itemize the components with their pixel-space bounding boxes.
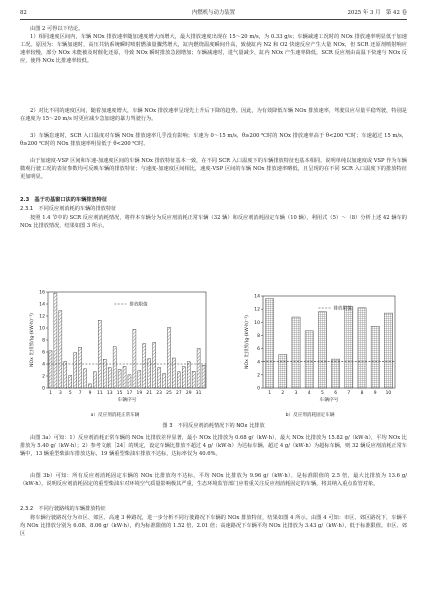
x-tick-label: 3 [294,391,298,396]
figure-caption: 图 3 不同反应剂消耗情况下的 NOx 比排放 [162,423,265,429]
figure-3 [20,284,407,414]
x-axis-label: 车辆序号 [117,398,137,403]
y-tick-label: 4 [257,360,260,366]
x-axis-label: 车辆序号 [319,398,339,403]
y-axis-label: NOx 比排放/(g·(kW·h)⁻¹) [245,315,250,369]
x-tick-label: 6 [334,391,337,396]
y-axis-label: NOx 比排放/(g·(kW·h)⁻¹) [30,313,35,367]
page-number: 82 [20,10,27,16]
section-heading-2-3-1: 2.3.1 不同反应剂消耗的车辆的排放特征 [20,206,117,212]
y-tick-label: 14 [39,302,45,308]
x-tick-label: 3 [58,391,62,396]
x-tick-label: 15 [116,391,123,396]
bar [49,351,52,388]
bar [187,362,190,388]
paragraph-conclusion-3: 3）车辆怠速时，SCR 入口温度对车辆 NOx 排放速率几乎没有影响；车速为 0～15 m/s，θ≥200 ℃时的 NOx 排放速率高于 θ<200 ℃时；车速超过 15 m/s，θ≥200 ℃时的 NOx 排放速率明显低于 θ<200 ℃时。 [20,133,407,148]
x-tick-label: 19 [136,391,143,396]
bar [305,331,313,388]
bar [172,358,175,388]
panel-b-caption: b）反应剂消耗固定车辆 [285,413,335,418]
legend-label: 排放限值 [129,302,148,308]
y-tick-label: 8 [42,338,45,344]
x-tick-label: 7 [347,391,351,396]
x-tick-label: 7 [78,391,82,396]
paragraph-intro: 由图 2 可得以下结论。 [30,26,84,32]
header-rule [20,19,407,20]
bar [358,308,366,388]
bar [64,362,67,388]
bar [123,366,126,388]
bar [138,371,141,388]
bar [93,372,96,388]
section-heading-2-3-2: 2.3.2 不同行驶路线的车辆排放特征 [20,506,106,512]
y-tick-label: 0 [257,386,260,392]
bar [98,320,101,388]
bar [163,374,166,388]
bar [345,307,353,388]
figure-3-chart [20,284,407,414]
bar [384,313,392,388]
section-heading-2-3: 2.3 基于功基窗口法的车辆排放特征 [20,197,108,203]
panel-a-caption: a）反应剂消耗正常车辆 [90,413,140,418]
bar [177,372,180,388]
bar [202,365,205,388]
x-tick-label: 1 [268,391,271,396]
bar [118,369,121,388]
chart-panel-a [28,290,206,403]
y-tick-label: 10 [39,326,45,332]
bar [197,348,200,388]
paragraph-result-b: 由图 3b）可知：所有反应剂消耗固定车辆的 NOx 比排放均不达标，平均 NOx 比排放为 9.96 g/（kW·h），是标准限值的 2.5 倍，最大比排放为 13.6 g/（kW·h）。说明反应剂消耗固定的重型柴油车对环境空气质量影响极其严重，生态环境监管部门应着重关注反应剂消耗固定的车辆，将其纳入重点监管对象。 [20,473,407,488]
x-tick-label: 5 [321,391,324,396]
bar [292,317,300,388]
x-tick-label: 31 [195,391,202,396]
paragraph-conclusion-1: 1）相同速度区间内，车辆 NOx 排放速率随加速度增大而增大，最大排放速度出现在 15～20 m/s，为 0.33 g/s；车辆减速工况时的 NOx 排放速率明显低于加速工况。原因为：车辆加速时，高压共轨系统瞬时喷射燃油量骤然增大，缸内燃烧温度瞬间升高，致使缸内 N2 和 O2 快速反应产生大量 NOx，但 SCR 还原剂喷射响应速率较慢，部分 NOx 未能被及时催化还原，导致 NOx 瞬时排放急剧增加；车辆减速时，进气量减少，缸内 NOx 产生速率降低，SCR 反应剂由高温下快速与 NOx 反应，使得 NOx 比排速率较低。 [20,34,407,65]
bar [128,375,131,388]
y-tick-label: 0 [42,386,45,392]
bar [103,359,106,388]
y-tick-label: 14 [254,294,260,300]
y-tick-label: 2 [257,373,260,379]
bar [279,354,287,388]
bar [133,329,136,388]
bar [318,312,326,388]
bar [158,368,161,388]
bar [182,366,185,388]
y-tick-label: 6 [257,347,260,353]
bar [69,375,72,388]
x-tick-label: 25 [166,391,172,396]
x-tick-label: 1 [49,391,52,396]
bar [167,327,170,388]
x-tick-label: 9 [373,391,377,396]
x-tick-label: 27 [176,391,182,396]
bar [192,371,195,388]
bar [113,347,116,388]
page-header [20,8,407,18]
paragraph-route: 将车辆行驶路况分为市区、郊区、高速 3 种路况，进一步分析不同行驶路况下车辆的 NOx 排放特征，结果如图 4 所示。由图 4 可知：市区、郊区路况下，车辆平均 NOx 比排放分别为 6.08、8.06 g/（kW·h），约为标准限值的 1.52 倍、2.01 倍；高速路况下车辆平均 NOx 比排放为 3.43 g/（kW·h），低于标准限值。市区、郊区 [20,515,407,538]
x-tick-label: 13 [106,391,113,396]
bar [153,342,156,388]
y-tick-label: 10 [254,320,260,326]
y-tick-label: 4 [42,362,45,368]
x-tick-label: 4 [307,391,311,396]
y-tick-label: 6 [42,350,45,356]
issue-info: 2025 年 3 月 第 42 卷 [347,10,407,16]
x-tick-label: 5 [68,391,72,396]
paragraph-method: 按照 1.4 节中的 SCR 反应剂消耗情况，将样本车辆分为反应剂消耗正常车辆（32 辆）和反应剂消耗固定车辆（10 辆），利用式（5）～（8）分析上述 42 辆车的 NOx 比排放情况，结果如图 3 所示。 [20,215,407,230]
y-tick-label: 12 [254,307,260,313]
bar [74,353,77,388]
x-tick-label: 9 [88,391,92,396]
x-tick-label: 17 [126,391,133,396]
y-tick-label: 2 [42,374,45,380]
x-tick-label: 2 [281,391,285,396]
bar [79,347,82,388]
legend-label: 排放限值 [333,306,352,312]
x-tick-label: 21 [146,391,153,396]
x-tick-label: 29 [185,391,192,396]
paragraph-result-a: 由图 3a）可知：1）反应剂消耗正常车辆的 NOx 比排放差异显著，最小 NOx 比排放为 0.68 g/（kW·h），最大 NOx 比排放为 15.82 g/（kW·h），平均 NOx 比排放为 5.40 g/（kW·h）；2）参考文献［24］的规定，设定车辆比排放不超过 4 g/（kW·h）为达标车辆，超过 4 g/（kW·h）为超标车辆，则 32 辆反应剂消耗正常车辆中，13 辆重型柴油车排放达标，19 辆重型柴油车排放不达标，达标率仅为 40.6%。 [20,435,407,458]
x-tick-label: 23 [156,391,162,396]
bar [84,369,87,388]
bar [371,326,379,388]
x-tick-label: 11 [97,391,103,396]
bar [143,344,146,388]
bar [59,311,62,388]
bar [332,359,340,388]
x-tick-label: 8 [360,391,364,396]
bar [266,299,274,388]
y-tick-label: 8 [257,334,260,340]
paragraph-conclusion-2: 2）对比不同的速度区间，随着加速度增大，车辆 NOx 排放速率呈现先上升后下降的趋势。因此，为有效降低车辆 NOx 排放速率，驾驶员应尽量平稳驾驶，特别是在速度为 15～20 m/s 时更应减少急加速的暴力驾驶行为。 [20,108,407,123]
paragraph-summary: 由于加速度-VSP 区间和车速-加速度区间的车辆 NOx 排放特征基本一致，在不同 SCR 入口温度下的车辆排放特征也基本相同，说明单纯以加速度或 VSP 作为车辆微观行驶工况的表征参数均可反映车辆的排放特征；与速度-加速度区间相比，速度-VSP 区间的车辆 NOx 排放速率略低，且呈现的在不同 SCR 入口温度下的排放特征更加明显。 [20,158,407,181]
y-tick-label: 16 [39,290,45,296]
bar [88,384,91,388]
journal-title: 内燃机与动力装置 [191,10,236,16]
x-tick-label: 10 [385,391,392,396]
bar [148,359,151,388]
bar [54,293,57,388]
bar [108,368,111,388]
chart-panel-b [243,294,395,403]
y-tick-label: 12 [39,314,45,320]
